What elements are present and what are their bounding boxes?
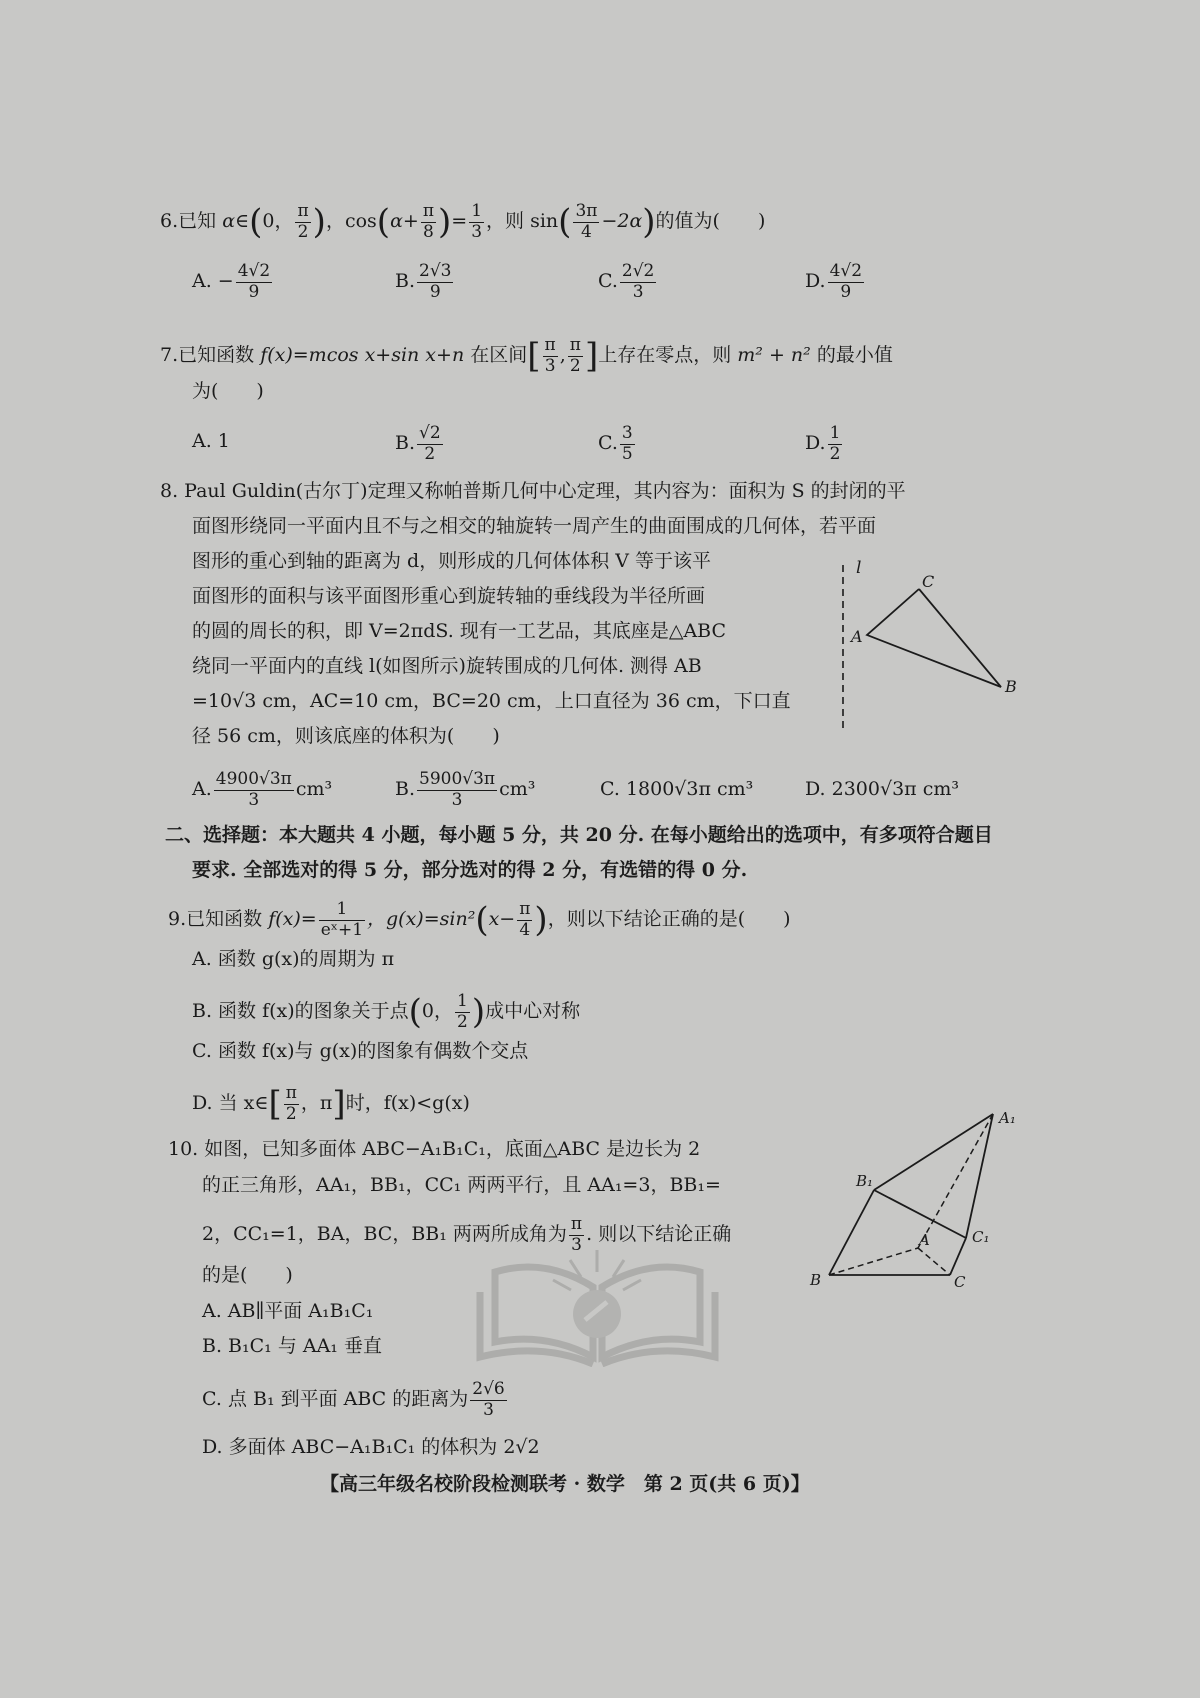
q8-option-a: A. $\frac{4900√3\pi}{3}$ cm³ (192, 769, 333, 810)
q8-line5: 的圆的周长的积，即 V=2πdS. 现有一工艺品，其底座是△ABC (192, 620, 727, 642)
q8-line8: 径 56 cm，则该底座的体积为( ) (192, 725, 500, 747)
triangle-abc (867, 589, 1001, 687)
edge-a-c-hidden (918, 1248, 950, 1275)
q9-option-d: D. 当 x∈[ $\frac{\pi}{2}$ ，π]时，f(x)<g(x) (192, 1083, 470, 1125)
label-b: B (1005, 677, 1017, 696)
label-a1: A₁ (999, 1109, 1016, 1127)
q10-option-a: A. AB∥平面 A₁B₁C₁ (202, 1300, 374, 1322)
q10-option-d: D. 多面体 ABC−A₁B₁C₁ 的体积为 2√2 (202, 1436, 540, 1458)
label-a: A (919, 1231, 930, 1249)
q10-option-b: B. B₁C₁ 与 AA₁ 垂直 (202, 1335, 382, 1357)
q8-line1: 8. Paul Guldin(古尔丁)定理又称帕普斯几何中心定理，其内容为：面积为 S 的封闭的平 (160, 480, 906, 502)
q7-option-a: A. 1 (192, 430, 230, 452)
label-l: l (856, 558, 862, 578)
section2-heading-line2: 要求. 全部选对的得 5 分，部分选对的得 2 分，有选错的得 0 分. (192, 859, 748, 881)
label-c1: C₁ (972, 1228, 990, 1246)
q8-line4: 面图形的面积与该平面图形重心到旋转轴的垂线段为半径所画 (192, 585, 706, 607)
q9-option-a: A. 函数 g(x)的周期为 π (192, 948, 395, 970)
edge-b-b1 (829, 1190, 874, 1275)
q10-line1: 10. 如图，已知多面体 ABC−A₁B₁C₁，底面△ABC 是边长为 2 (168, 1138, 701, 1160)
label-c: C (954, 1273, 966, 1291)
page-footer: 【高三年级名校阶段检测联考 · 数学 第 2 页(共 6 页)】 (320, 1473, 810, 1495)
label-b: B (810, 1271, 822, 1289)
q10-line2: 的正三角形，AA₁，BB₁，CC₁ 两两平行，且 AA₁=3，BB₁= (202, 1174, 721, 1196)
q7-option-b: B. $\frac{√2}{2}$ (395, 423, 441, 464)
q9-option-b: B. 函数 f(x)的图象关于点(0， $\frac{1}{2}$ )成中心对称 (192, 991, 581, 1033)
q8-option-b: B. $\frac{5900√3\pi}{3}$ cm³ (395, 769, 536, 810)
q7-option-d: D. $\frac{1}{2}$ (805, 423, 841, 464)
q8-line2: 面图形绕同一平面内且不与之相交的轴旋转一周产生的曲面围成的几何体，若平面 (192, 515, 877, 537)
q7-stem: 7.已知函数 f(x)=mcos x+sin x+n 在区间[ $\frac{\pi}{3}$ , $\frac{\pi}{2}$ ]上存在零点，则 m² + n² 的最小值 (160, 335, 893, 377)
section2-heading: 二、选择题：本大题共 4 小题，每小题 5 分，共 20 分. 在每小题给出的选项中，有多项符合题目 (165, 824, 993, 846)
edge-a-b-hidden (829, 1248, 918, 1275)
edge-a1-b1 (874, 1114, 993, 1190)
q10-option-c: C. 点 B₁ 到平面 ABC 的距离为 $\frac{2√6}{3}$ (202, 1379, 505, 1420)
label-a: A (851, 627, 863, 646)
polyhedron-figure (800, 1105, 1025, 1305)
q8-option-d: D. 2300√3π cm³ (805, 778, 959, 800)
triangle-rotation-figure (825, 555, 1025, 755)
q8-line6: 绕同一平面内的直线 l(如图所示)旋转围成的几何体. 测得 AB (192, 655, 702, 677)
q8-line7: =10√3 cm，AC=10 cm，BC=20 cm，上口直径为 36 cm，下口直 (192, 690, 791, 712)
q10-line4: 的是( ) (202, 1264, 293, 1286)
q6-option-d: D. $\frac{4√2}{9}$ (805, 261, 863, 302)
edge-a1-c1 (966, 1114, 993, 1238)
q7-stem-line2: 为( ) (192, 380, 264, 402)
q9-stem: 9.已知函数 f(x)= $\frac{1}{\text{eˣ+1}}$ ，g(x)=sin²(x− $\frac{\pi}{4}$ )，则以下结论正确的是( ) (168, 899, 791, 941)
label-b1: B₁ (856, 1172, 874, 1190)
q6-stem: 6.已知 α∈(0， $\frac{\pi}{2}$ )，cos(α+ $\frac{\pi}{8}$ )= $\frac{1}{3}$ ，则 sin( $\frac{3\pi}{4}$ −2α)的值为( ) (160, 201, 766, 243)
book-watermark-logo (475, 1232, 720, 1367)
q8-line3: 图形的重心到轴的距离为 d，则形成的几何体体积 V 等于该平 (192, 550, 712, 572)
edge-c-c1 (950, 1238, 966, 1275)
q10-line3: 2，CC₁=1，BA，BC，BB₁ 两两所成角为 $\frac{\pi}{3}$ . 则以下结论正确 (202, 1214, 732, 1255)
q9-option-c: C. 函数 f(x)与 g(x)的图象有偶数个交点 (192, 1040, 529, 1062)
q8-option-c: C. 1800√3π cm³ (600, 778, 754, 800)
label-c: C (922, 572, 935, 591)
q7-option-c: C. $\frac{3}{5}$ (598, 423, 633, 464)
q6-option-b: B. $\frac{2√3}{9}$ (395, 261, 452, 302)
q6-option-a: A. − $\frac{4√2}{9}$ (192, 261, 271, 302)
q6-option-c: C. $\frac{2√2}{3}$ (598, 261, 655, 302)
